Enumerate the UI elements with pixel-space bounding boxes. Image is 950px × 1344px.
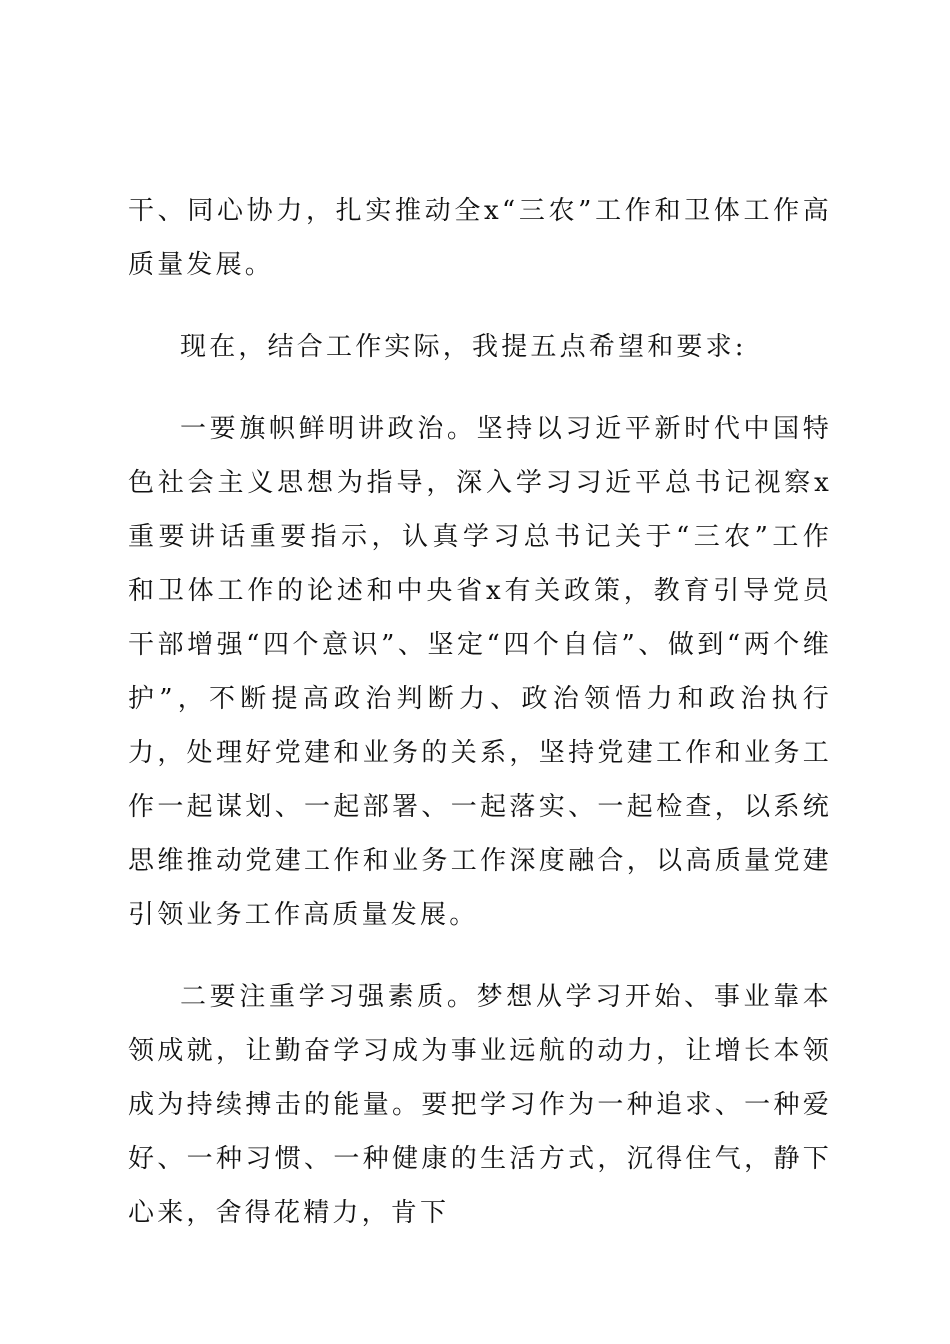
paragraph-intro: 现在，结合工作实际，我提五点希望和要求: (180, 332, 747, 362)
paragraph-point-one: 一要旗帜鲜明讲政治。坚持以习近平新时代中国特色社会主义思想为指导，深入学习习近平总书记视察x重要讲话重要指示，认真学习总书记关于“三农”工作和卫体工作的论述和中央省x有关政策，教育引导党员干部增强“四个意识”、坚定“四个自信”、做到“两个维护”，不断提高政治判断力、政治领悟力和政治执行力，处理好党建和业务的关系，坚持党建工作和业务工作一起谋划、一起部署、一起落实、一起检查，以系统思维推动党建工作和业务工作深度融合，以高质量党建引领业务工作高质量发展。 (128, 414, 832, 930)
document-body (128, 184, 832, 1240)
paragraph-point-two: 二要注重学习强素质。梦想从学习开始、事业靠本领成就，让勤奋学习成为事业远航的动力，让增长本领成为持续搏击的能量。要把学习作为一种追求、一种爱好、一种习惯、一种健康的生活方式，沉得住气，静下心来，舍得花精力，肯下 (128, 982, 832, 1228)
paragraph-continuation: 干、同心协力，扎实推动全x“三农”工作和卫体工作高质量发展。 (128, 196, 832, 280)
